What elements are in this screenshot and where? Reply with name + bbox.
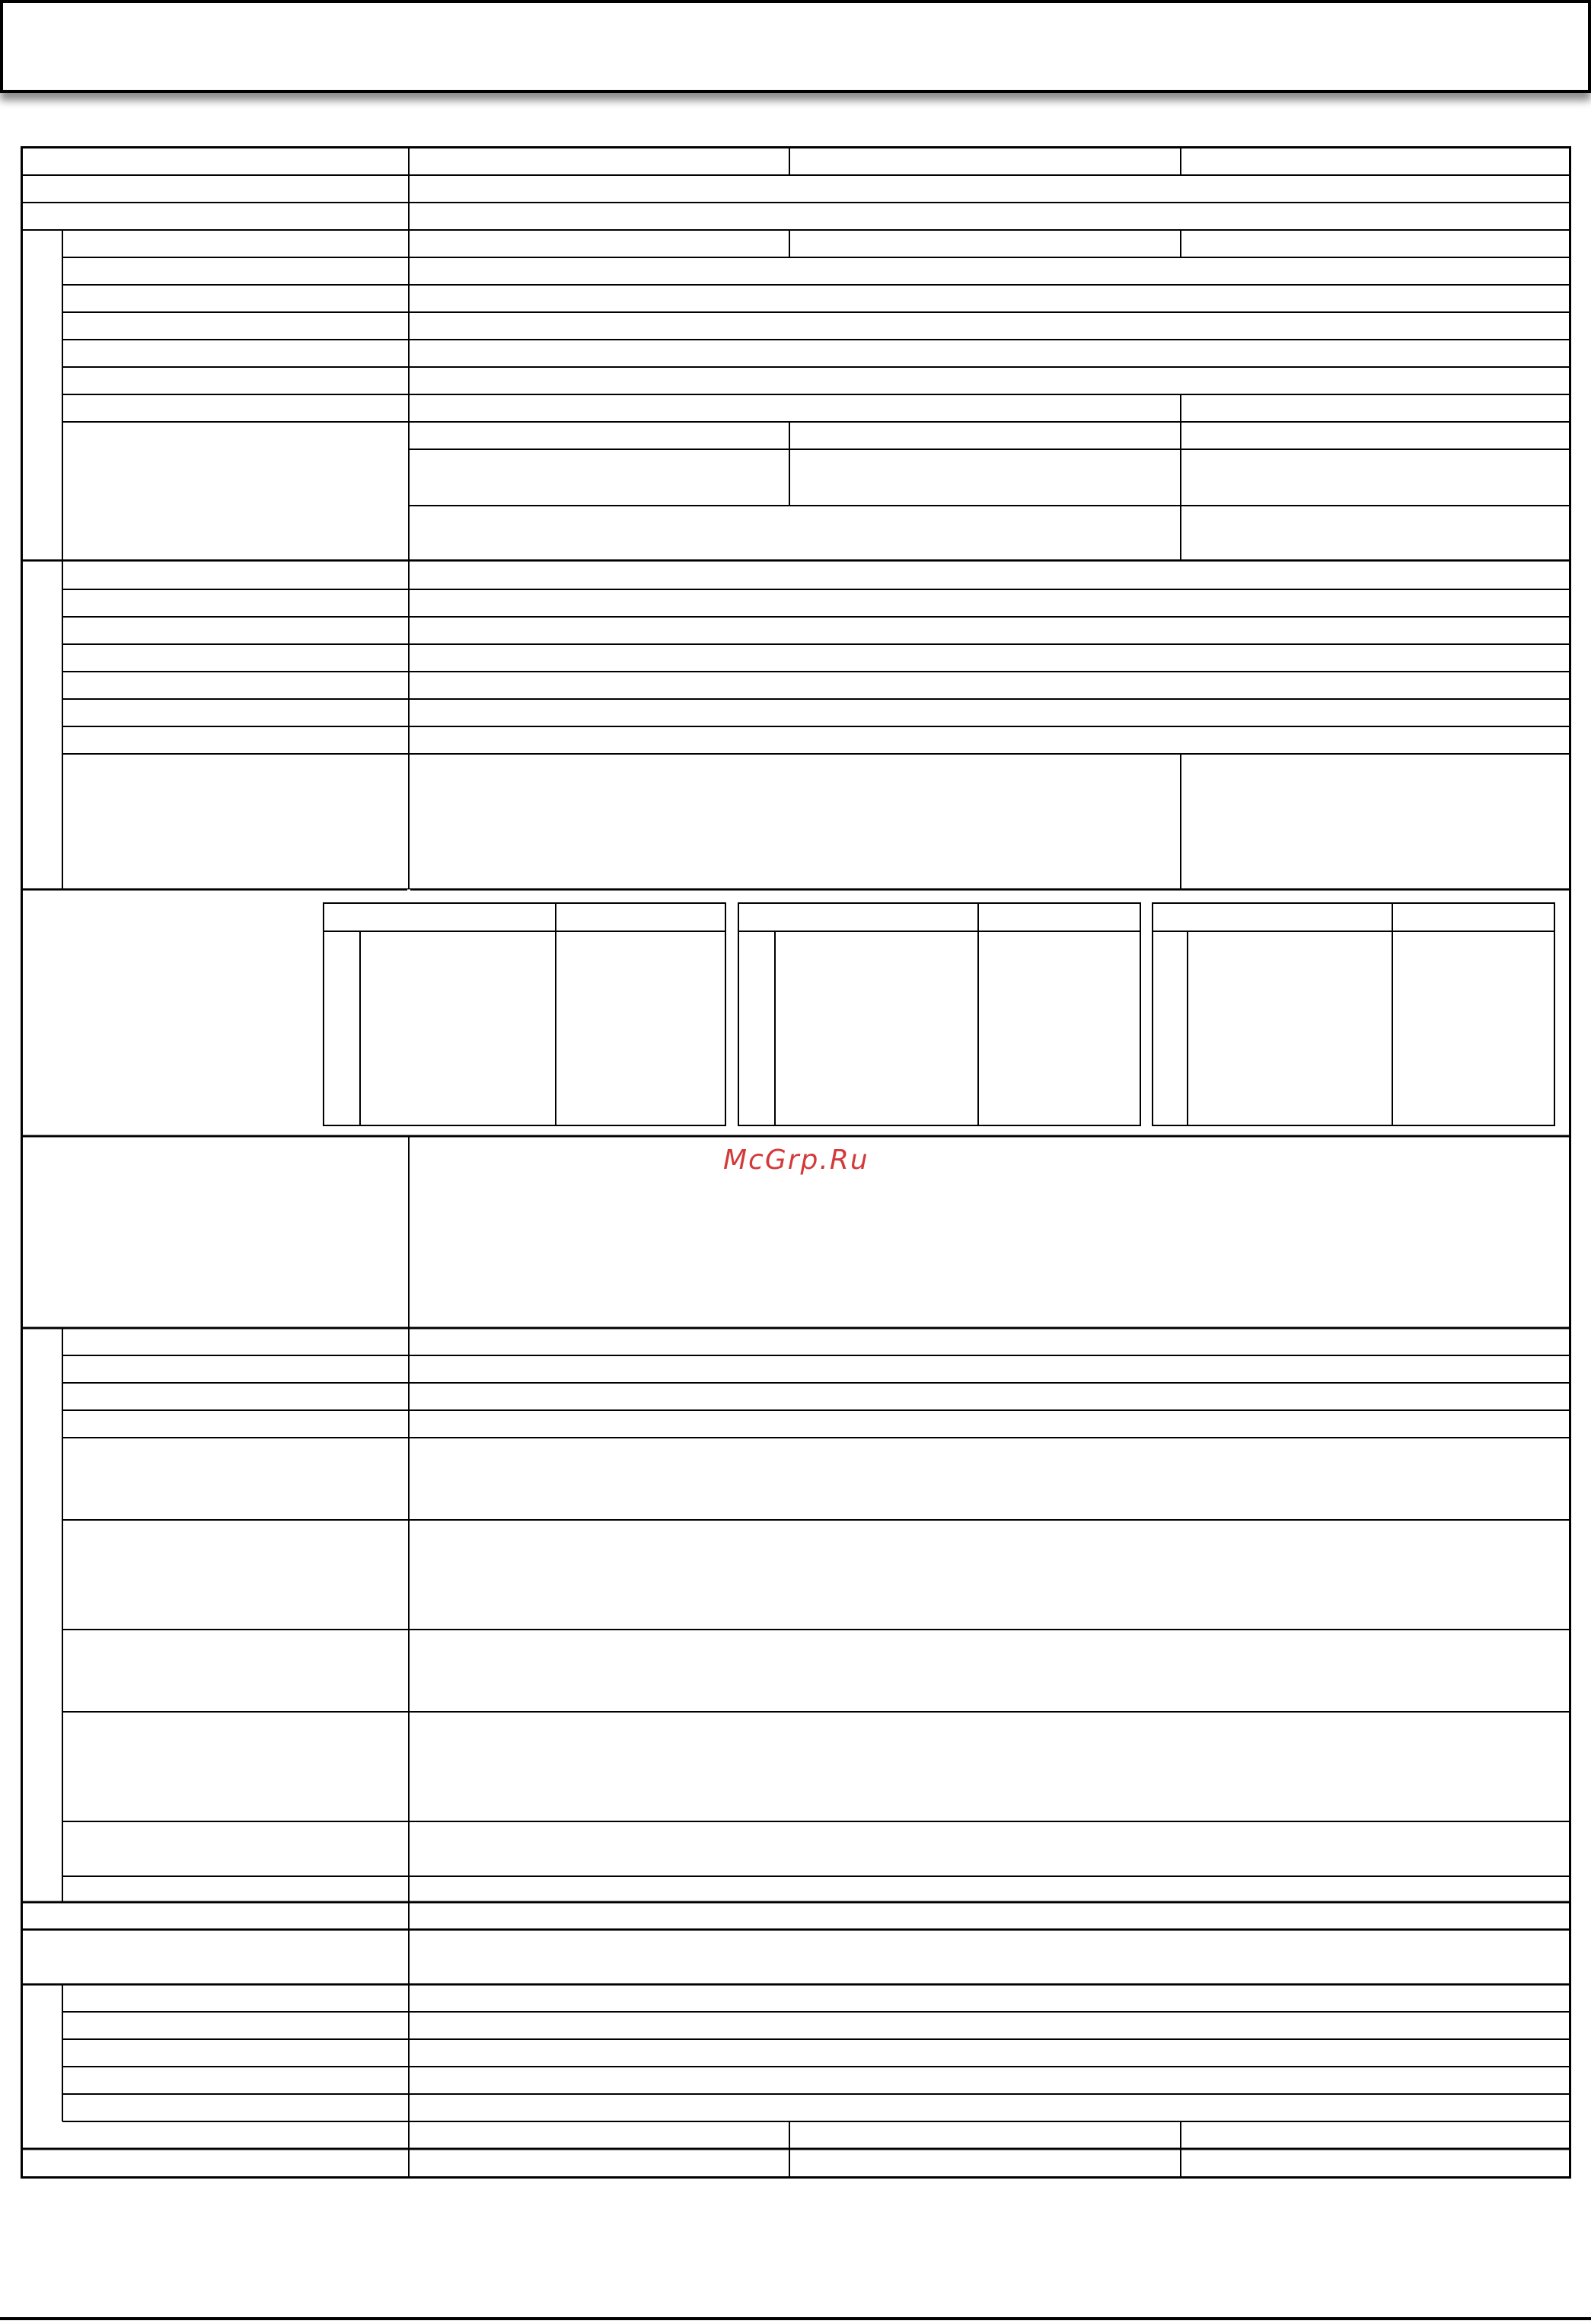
footer-rule (0, 2317, 1591, 2320)
watermark-text: McGrp.Ru (723, 1144, 869, 1176)
page-header-box (0, 0, 1591, 93)
